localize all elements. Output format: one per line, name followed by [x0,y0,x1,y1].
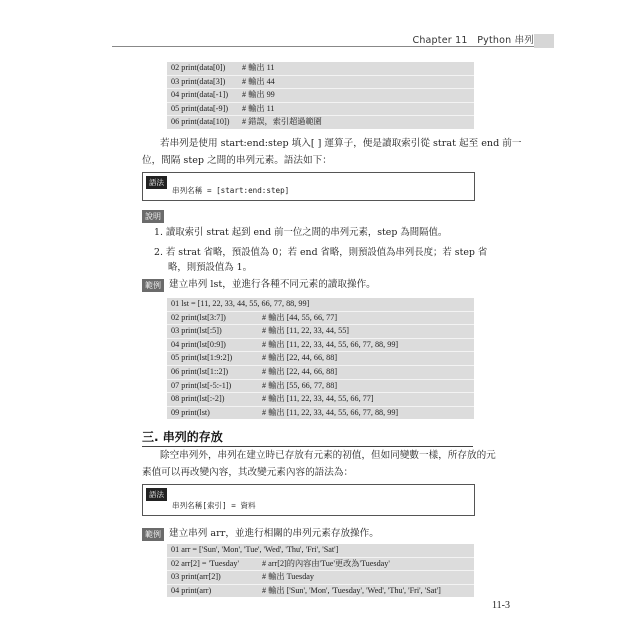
code-line [167,103,474,117]
code-comment: # 輸出 [11, 22, 33, 44, 55] [262,326,350,336]
paragraph-store-line-2: 素值可以再改變內容，其改變元素內容的語法為： [142,467,354,478]
code-line [167,585,474,598]
note-label: 說明 [142,210,164,223]
code-text: 09 print(lst) [171,407,210,417]
note-item-2-line-1: 2. 若 strat 省略，預設值為 0；若 end 省略，則預設值為串列長度；若 step 省 [154,247,488,258]
note-item-2-line-2: 略，則預設值為 1。 [168,262,252,273]
code-text: 06 print(data[10]) [171,117,230,127]
code-comment: # 輸出 [11, 22, 33, 44, 55, 66, 77, 88, 99] [262,339,399,349]
chapter-label: Chapter 11 [412,35,468,46]
code-text: 05 print(lst[1:9:2]) [171,353,233,363]
header-rule [112,46,534,47]
code-comment: # 輸出 [22, 44, 66, 88] [262,353,338,363]
section-title: 三. 串列的存放 [142,430,223,444]
code-text: 03 print(arr[2]) [171,572,221,582]
code-text: 06 print(lst[1::2]) [171,366,229,376]
code-line [167,89,474,103]
code-line [167,571,474,585]
code-line [167,380,474,394]
syntax-label-2: 語法 [146,488,167,501]
code-line [167,339,474,353]
code-text: 02 arr[2] = 'Tuesday' [171,558,239,568]
code-text: 02 print(lst[3:7]) [171,312,226,322]
code-comment: # 輸出 [11, 22, 33, 44, 55, 66, 77] [262,394,374,404]
example-label-1: 範例 [142,279,164,292]
code-line [167,312,474,326]
paragraph-slice-line-2: 位，間隔 step 之間的串列元素。語法如下： [142,155,332,166]
code-comment: # 輸出 [44, 55, 66, 77] [262,312,338,322]
syntax-label: 語法 [146,176,167,189]
code-comment: # 輸出 44 [242,76,275,86]
syntax-code-store: 串列名稱[索引] = 資料 [172,501,256,510]
note-item-1: 1. 讀取索引 strat 起到 end 前一位之間的串列元素，step 為間隔值。 [154,227,448,238]
code-comment: # 錯誤，索引超過範圍 [242,117,322,127]
code-text: 04 print(arr) [171,585,212,595]
code-text: 01 lst = [11, 22, 33, 44, 55, 66, 77, 88, 99] [171,299,310,308]
code-line [167,407,474,420]
code-line [167,352,474,366]
code-line [167,62,474,76]
code-block-lst [167,298,474,419]
code-line [167,558,474,572]
paragraph-store-line-1: 除空串列外，串列在建立時已存放有元素的初值，但如同變數一樣，所存放的元 [160,450,496,461]
code-block-data-index [167,62,474,129]
code-comment: # 輸出 ['Sun', 'Mon', 'Tuesday', 'Wed', 'Thu', 'Fri', 'Sat'] [262,585,441,595]
code-comment: # 輸出 11 [242,103,275,113]
code-comment: # 輸出 11 [242,63,275,72]
code-line [167,366,474,380]
code-block-arr [167,544,474,597]
code-text: 03 print(data[3]) [171,76,226,86]
code-line [167,116,474,129]
code-text: 04 print(data[-1]) [171,90,229,100]
code-text: 07 print(lst[-5:-1]) [171,380,232,390]
code-line [167,298,474,312]
code-text: 08 print(lst[:-2]) [171,394,225,404]
example-text-2: 建立串列 arr，並進行相關的串列元素存放操作。 [169,528,379,539]
code-comment: # 輸出 Tuesday [262,572,315,582]
code-comment: # arr[2]的內容由'Tue'更改為'Tuesday' [262,558,390,568]
paragraph-slice-line-1: 若串列是使用 start:end:step 填入[ ] 運算子，便是讀取索引從 strat 起至 end 前一 [160,138,522,149]
code-comment: # 輸出 99 [242,90,275,100]
code-comment: # 輸出 [55, 66, 77, 88] [262,380,338,390]
code-comment: # 輸出 [11, 22, 33, 44, 55, 66, 77, 88, 99] [262,407,399,417]
code-text: 01 arr = ['Sun', 'Mon', 'Tue', 'Wed', 'Thu', 'Fri', 'Sat'] [171,545,339,554]
code-comment: # 輸出 [22, 44, 66, 88] [262,366,338,376]
code-text: 03 print(lst[:5]) [171,326,222,336]
running-header [412,32,534,46]
thumb-tab [534,34,554,48]
code-line [167,325,474,339]
code-text: 04 print(lst[0:9]) [171,339,226,349]
code-line [167,76,474,90]
code-text: 02 print(data[0]) [171,63,226,72]
code-line [167,393,474,407]
code-line [167,544,474,558]
chapter-title: Python 串列 [477,35,534,46]
example-label-2: 範例 [142,528,164,541]
syntax-code-slice: 串列名稱 = [start:end:step] [172,186,290,195]
code-text: 05 print(data[-9]) [171,103,229,113]
example-text-1: 建立串列 lst，並進行各種不同元素的讀取操作。 [169,279,376,290]
page-number: 11-3 [492,600,510,611]
